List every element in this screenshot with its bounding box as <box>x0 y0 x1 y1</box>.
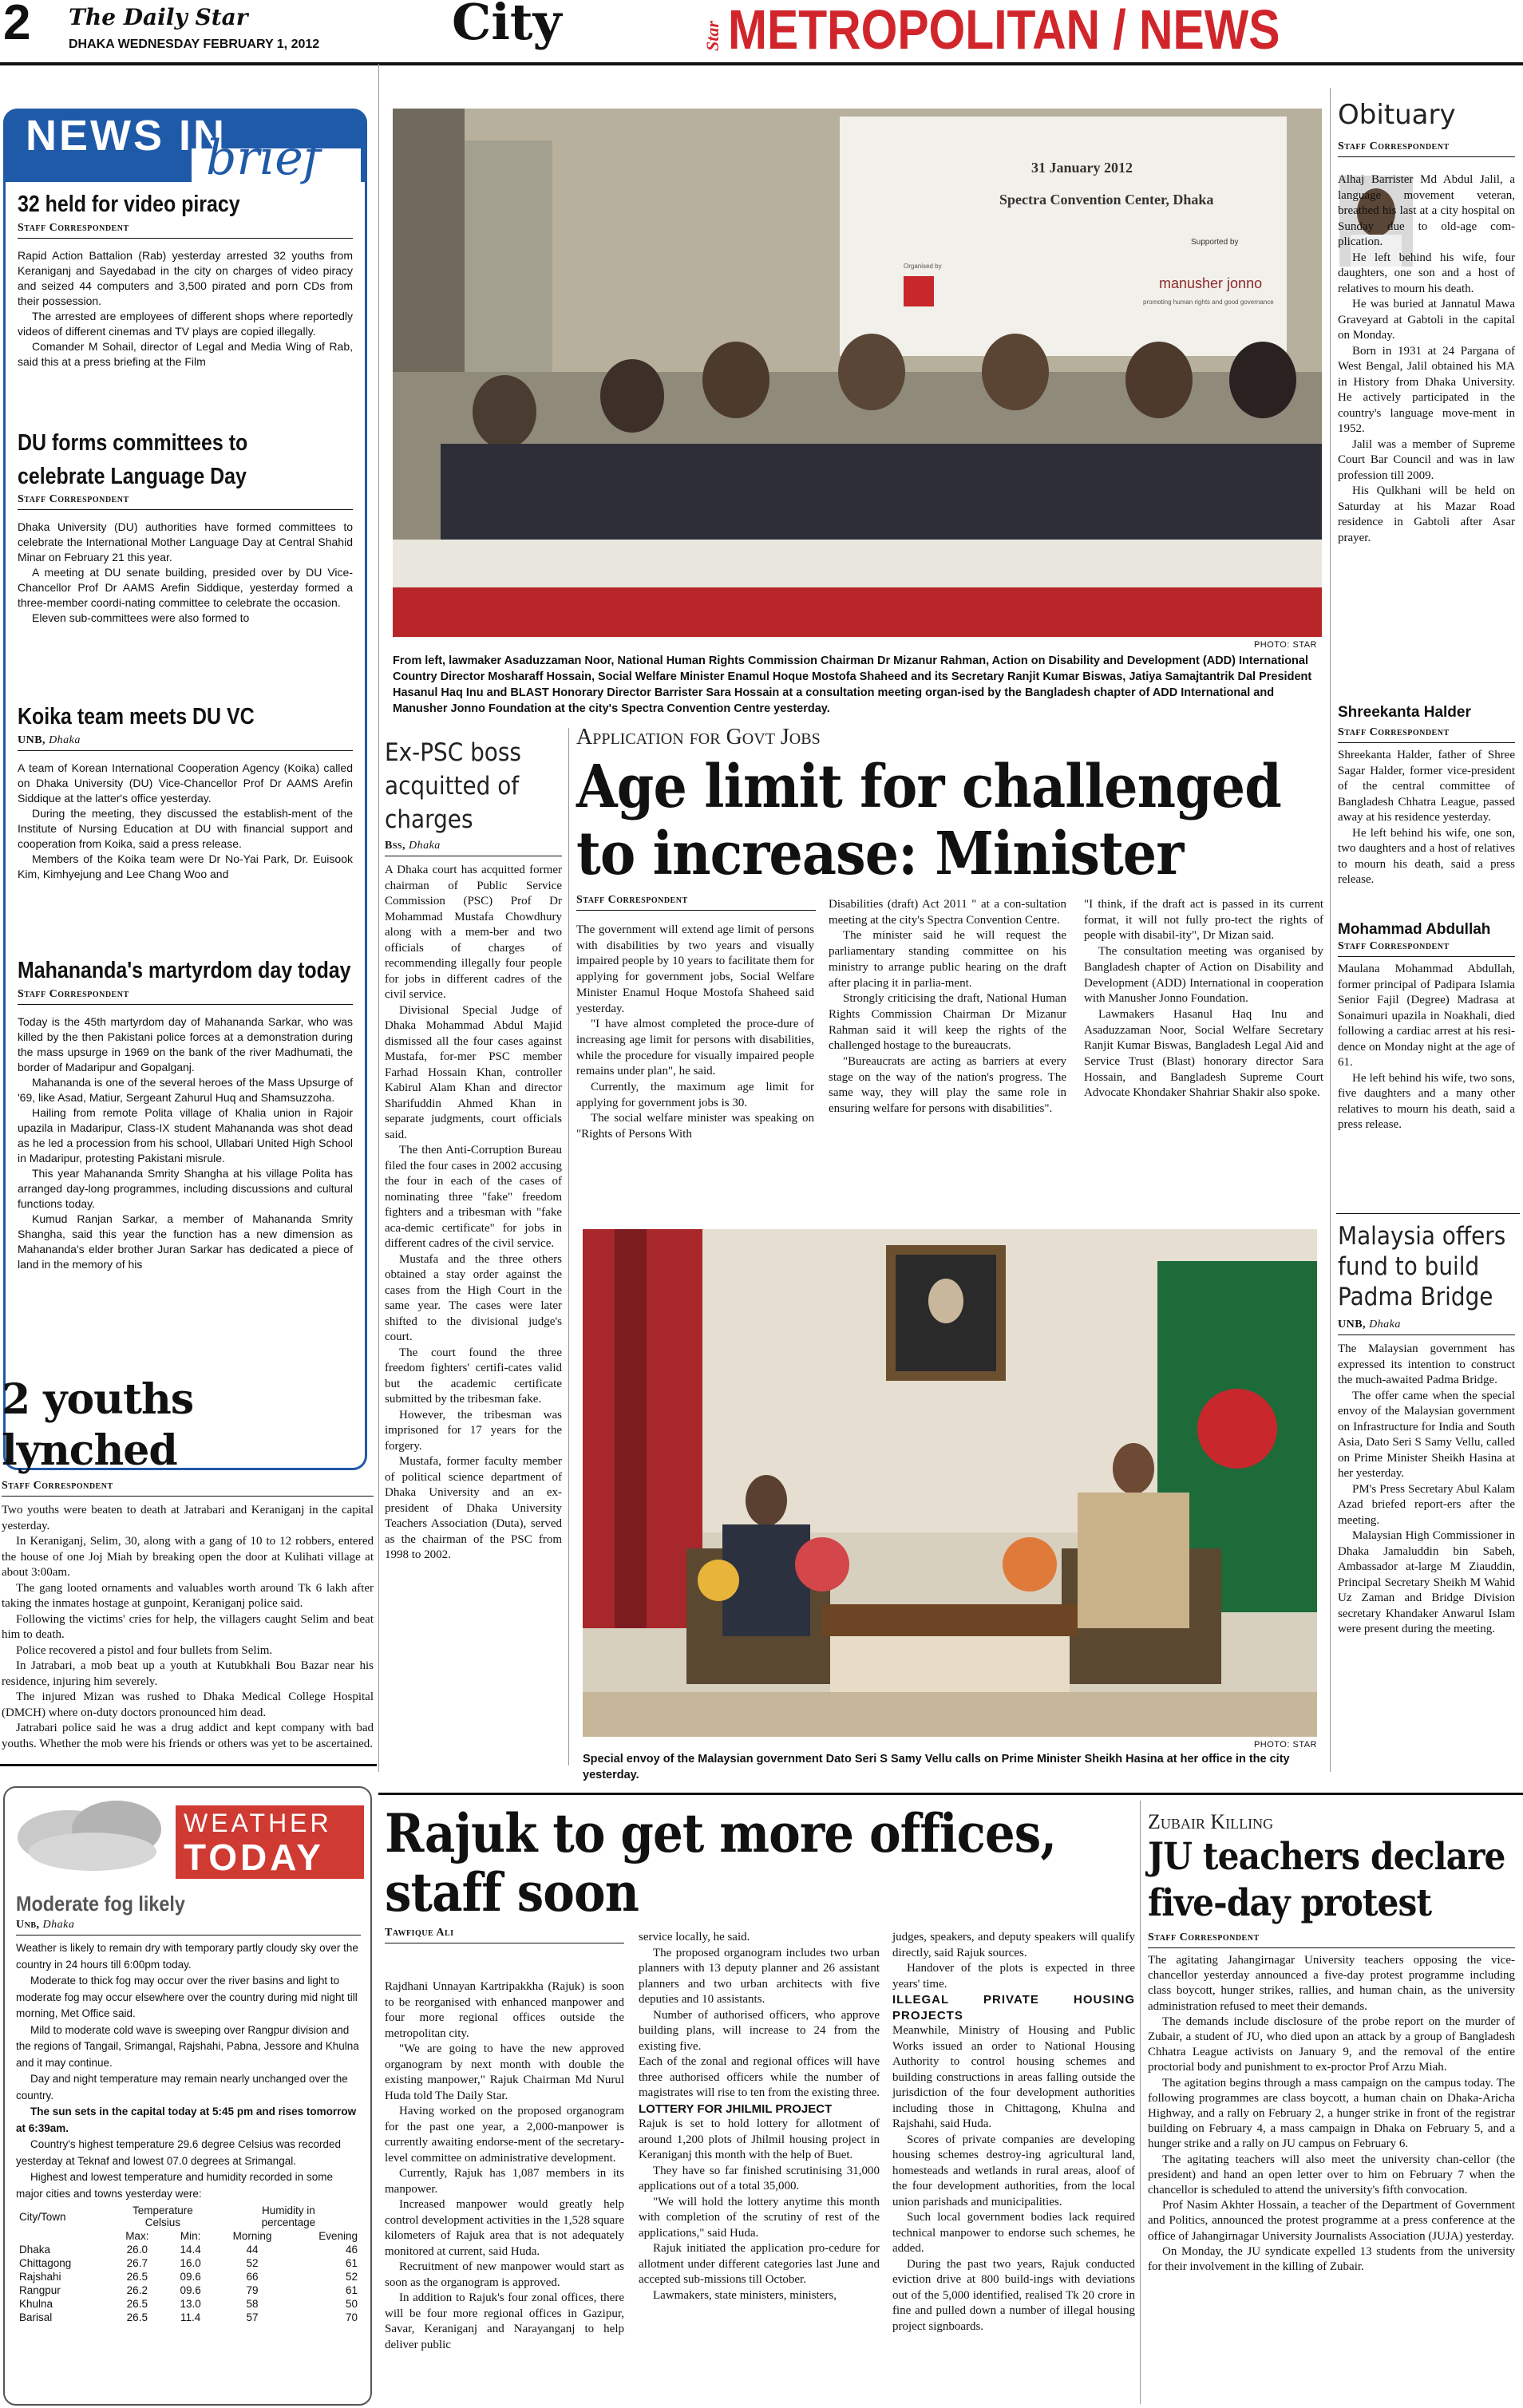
column-rule <box>1330 88 1331 1772</box>
paragraph: Recruitment of new manpower would start as soon as the organogram is approved. <box>385 2260 624 2289</box>
table-row <box>16 2243 361 2256</box>
paragraph: Alhaj Barrister Md Abdul Jalil, a language movement veteran, breathed his last at a city hospital on Sunday due to old-age com-plication. <box>1338 173 1515 248</box>
brief-body <box>18 248 353 370</box>
brief-item-language-day <box>18 426 353 626</box>
subhead: ILLEGAL PRIVATE HOUSING PROJECTS <box>892 1993 1135 2022</box>
paragraph: He left behind his wife, one son, two daughters and a host of relatives to mourn his death, said a press release. <box>1338 826 1515 886</box>
byline <box>1338 1319 1515 1331</box>
byline-name: Staff Correspondent <box>18 222 129 234</box>
column-rule <box>1336 1213 1520 1214</box>
obituary-jalil-body <box>1338 172 1515 546</box>
column-header: Evening <box>318 2230 358 2242</box>
paragraph: He left behind his wife, two sons, five daughters and a many other relatives to mourn his death, said a press release. <box>1338 1071 1515 1131</box>
table-cell: 44 <box>246 2244 259 2256</box>
table-row <box>16 2297 361 2311</box>
paragraph: service locally, he said. <box>639 1931 750 1943</box>
paragraph: Handover of the plots is expected in three years' time. <box>892 1962 1135 1991</box>
column-header: City/Town <box>19 2210 66 2223</box>
table-cell: Chittagong <box>19 2257 72 2269</box>
table-cell: Dhaka <box>19 2244 51 2256</box>
paragraph: Mustafa, former faculty member of political science department of Dhaka University and an ex-president of Dhaka University Teachers Association (Duta), served as the chairman of the PSC from 1998 to 2002. <box>385 1455 562 1561</box>
banner-organised: Organised by <box>904 263 942 270</box>
paragraph: Today is the 45th martyrdom day of Mahananda Sarkar, who was killed by the then Pakistani police forces at a demonstration during the mass upsurge in 1969 on the bank of the river Madhumati, the border of Madaripur and Gopalganj. <box>18 1015 353 1074</box>
paragraph: Malaysian High Commissioner in Dhaka Jamaluddin bin Sabeh, Ambassador at-large M Ziauddin, Principal Secretary Sheikh M Wahid Uz Zaman and Bridge Division secretary Khandaker Anwarul Islam were present during the meeting. <box>1338 1529 1515 1635</box>
headline: 2 youths lynched <box>2 1375 194 1475</box>
paragraph: A Dhaka court has acquitted former chairman of Public Service Commission (PSC) Prof Dr Mohammad Mustafa Chowdhury along with a mem-ber and two officials of charges of recommending illegally four people for jobs in different cadres of the civil service. <box>385 864 562 1001</box>
divider <box>1338 956 1515 957</box>
article-body <box>385 863 562 1564</box>
byline <box>16 1919 361 1932</box>
paragraph: The minister said he will request the parliamentary standing committee on his ministry to arrange public hearing on the draft after placing it in parlia-ment. <box>829 929 1066 990</box>
headline: Moderate fog likely <box>16 1892 185 1916</box>
paragraph: His Qulkhani will be held on Saturday at his Mazar Road residence in Gabtoli after Asar prayer. <box>1338 484 1515 544</box>
brief-byline <box>18 493 353 506</box>
brief-item-mahananda <box>18 955 353 1272</box>
table-cell: 57 <box>246 2311 259 2323</box>
article-ex-psc <box>385 736 562 1564</box>
paragraph: In addition to Rajuk's four zonal offices, there will be four more regional offices in Gazipur, Savar, Keraniganj and Narayanganj to help deliver public <box>385 2291 624 2351</box>
headline-line-1: Rajuk to get more offices, <box>385 1802 1057 1864</box>
envoy-photo-image <box>583 1229 1317 1737</box>
paragraph: "Bureaucrats are acting as barriers at every stage on the way of the nation's progress. The same way, they will play the same role in ensuring welfare for persons with disabilities". <box>829 1055 1066 1116</box>
brief-item-video-piracy <box>18 188 353 370</box>
obituary-section <box>1338 99 1515 162</box>
paragraph: Meanwhile, Ministry of Housing and Public Works issued an order to National Housing Authority to control housing schemes and building constructions in areas falling outside the jurisdiction of the four development authorities including those in Chittagong, Khulna and Rajshahi, said Huda. <box>892 2024 1135 2130</box>
paragraph: He was buried at Jannatul Mawa Graveyard at Gabtoli in the capital on Monday. <box>1338 298 1515 342</box>
divider <box>18 1004 353 1005</box>
headline-line-1: Age limit for challenged <box>576 753 1281 821</box>
table-cell: 50 <box>345 2298 358 2310</box>
paragraph: In Keraniganj, Selim, 30, along with a gang of 10 to 12 robbers, entered the house of one Joj Miah by breaking open the door at Kulihati village at about 3:00am. <box>2 1535 374 1579</box>
paragraph: Rajuk initiated the application pro-cedure for allotment under different categories last June and accepted sub-missions till October. <box>639 2242 880 2286</box>
paragraph: PM's Press Secretary Abul Kalam Azad briefed report-ers after the meeting. <box>1338 1482 1515 1527</box>
paragraph: Dhaka University (DU) authorities have formed committees to celebrate the International Mother Language Day at Central Shahid Minar on February 21 this year. <box>18 520 353 563</box>
paragraph: The court found the three freedom fighters' certifi-cates valid but the academic certificate submitted by the tribesman fake. <box>385 1346 562 1406</box>
table-cell: 26.0 <box>126 2244 148 2256</box>
paragraph: Hailing from remote Polita village of Khalia union in Rajoir upazila in Madaripur, Class-IX student Mahananda was shot dead as he led a procession from his school, Ullabari United High School in Madaripur, protesting Pakistani misrule. <box>18 1106 353 1164</box>
obituary-title: Obituary <box>1338 99 1456 131</box>
table-cell: 46 <box>345 2244 358 2256</box>
article-body <box>1148 1953 1515 2275</box>
byline-name: Staff Correspondent <box>18 988 129 1000</box>
table-cell: 79 <box>246 2284 259 2296</box>
paragraph: The then Anti-Corruption Bureau filed the four cases in 2002 accusing the four in each of the cases of nominating three "fake" freedom fighters and a tribesman with "fake aca-demic certificate" for jobs in different cadres of the civil service. <box>385 1144 562 1250</box>
paper-name: The Daily Star <box>69 4 248 30</box>
photo-caption: From left, lawmaker Asaduzzaman Noor, National Human Rights Commission Chairman Dr Mizanur Rahman, Action on Disability and Development (ADD) International Country Director Mosharaff Hossain, Social Welfare Minister Enamul Hoque Mostofa Shaheed and its Secretary Ranjit Kumar Biswas, Jatiya Samajtantrik Dal President Hasanul Haq Inu and BLAST Honorary Director Barrister Sara Hossain at a consultation meeting organ-ised by the Bangladesh chapter of ADD International and Manusher Jonno Foundation at the city's Spectra Convention Centre yesterday. <box>393 654 1312 715</box>
byline: Staff Correspondent <box>576 894 688 906</box>
table-row <box>16 2256 361 2270</box>
dateline: DHAKA WEDNESDAY FEBRUARY 1, 2012 <box>69 38 320 51</box>
byline-name: UNB, <box>18 734 46 746</box>
obituary-body <box>1338 748 1515 888</box>
paragraph: The gang looted ornaments and valuables worth around Tk 6 lakh after taking the inmates hostage at gunpoint, Keraniganj police said. <box>2 1581 374 1610</box>
byline-source: Dhaka <box>49 734 81 746</box>
paragraph: Mahananda is one of the several heroes of the Mass Upsurge of '69, like Asad, Matiur, Sergeant Zahurul Huq and Shamsuzzoha. <box>18 1076 353 1104</box>
paragraph: Day and night temperature may remain nearly unchanged over the country. <box>16 2073 348 2102</box>
table-cell: 26.5 <box>126 2311 148 2323</box>
table-cell: 26.7 <box>126 2257 148 2269</box>
column-rule <box>1140 1801 1141 2404</box>
article-ju-teachers <box>1148 1810 1515 2275</box>
paragraph: "We will hold the lottery anytime this month with completion of the scrutiny of rest of the applications," said Huda. <box>639 2195 880 2240</box>
paragraph: The agitating teachers will also meet the university chan-cellor (the president) and hand an open letter over to him on February 7 when the chancellor is scheduled to attend the university's fifth convocation. <box>1148 2153 1515 2197</box>
page-number: 2 <box>3 0 31 50</box>
paragraph: In Jatrabari, a mob beat up a youth at Kutubkhali Bou Bazar near his residence, injuring him severely. <box>2 1659 374 1688</box>
divider <box>2 1496 374 1497</box>
table-cell: Rajshahi <box>19 2271 61 2283</box>
paragraph: Jalil was a member of Supreme Court Bar Council and was in law profession till 2009. <box>1338 437 1515 482</box>
paragraph: Rajdhani Unnayan Kartripakkha (Rajuk) is soon to be reorganised with enhanced manpower and four more regional offices outside the metropolitan city. <box>385 1980 624 2040</box>
paragraph: "We are going to have the new approved organogram by next month with double the existing manpower," Rajuk Chairman Md Nurul Huda told The Daily Star. <box>385 2042 624 2102</box>
article-malaysia <box>1338 1221 1515 1638</box>
brief-body <box>18 1014 353 1272</box>
weather-table <box>16 2204 361 2324</box>
divider <box>1338 1334 1515 1335</box>
byline: Staff Correspondent <box>1338 726 1450 738</box>
column-header <box>16 2229 109 2243</box>
paragraph: Mild to moderate cold wave is sweeping over Rangpur division and the regions of Tangail, Srimangal, Rajshahi, Pabna, Jessore and Khulna and it may continue. <box>16 2023 359 2069</box>
paragraph: "I think, if the draft act is passed in its current format, it will not fully pro-tect the rights of people with disabil-ity", Dr Mizan said. <box>1084 898 1323 943</box>
paragraph: On Monday, the JU syndicate expelled 13 students from the university for their involvement in the killing of Zubair. <box>1148 2244 1515 2274</box>
paragraph: The agitating Jahangirnagar University teachers opposing the vice-chancellor yesterday announced a five-day protest programme including class boycott, hunger strikes, rallies, and human chain, as the university administration refused to meet their demands. <box>1148 1954 1515 2013</box>
banner-venue: Spectra Convention Center, Dhaka <box>999 192 1214 208</box>
table-row <box>16 2311 361 2324</box>
paragraph: The injured Mizan was rushed to Dhaka Medical College Hospital (DMCH) where on-duty doctors pronounced him dead. <box>2 1690 374 1719</box>
divider <box>576 910 816 911</box>
paragraph: He left behind his wife, four daughters, one son and a host of relatives to mourn his death. <box>1338 251 1515 295</box>
kicker: Zubair Killing <box>1148 1810 1274 1833</box>
paragraph: Such local government bodies lack required technical manpower to endorse such schemes, he added. <box>892 2211 1135 2255</box>
column-header <box>109 2204 216 2229</box>
headline: Ex-PSC boss acquitted of charges <box>385 738 521 834</box>
star-logo-icon <box>701 3 725 54</box>
article-body <box>2 1503 374 1752</box>
byline-name: Staff Correspondent <box>18 493 129 505</box>
weather-article <box>16 1890 361 2324</box>
column-header: Morning <box>232 2230 272 2242</box>
weather-body <box>16 1940 361 2202</box>
paragraph: Currently, Rajuk has 1,087 members in its manpower. <box>385 2167 624 2196</box>
news-in-label: NEWS IN <box>26 112 227 160</box>
paragraph: A team of Korean International Cooperation Agency (Koika) called on Dhaka University (DU) Vice-Chancellor Prof Dr AAMS Arefin Siddique at the latter's office yesterday. <box>18 761 353 805</box>
paragraph: The proposed organogram includes two urban planners with 13 deputy planner and 26 assistant planners and two urban architects with five deputies and 10 assistants. <box>639 1946 880 2006</box>
obituary-body <box>1338 962 1515 1133</box>
subhead: LOTTERY FOR JHILMIL PROJECT <box>639 2102 833 2116</box>
column-header <box>216 2204 361 2229</box>
paragraph: Rajuk is set to hold lottery for allotment of around 1,200 plots of Jhilmil housing project in Keraniganj this month with the help of Buet. <box>639 2117 880 2161</box>
brief-headline: DU forms committees to celebrate Language Day <box>18 430 248 489</box>
section-rule <box>378 1793 1523 1795</box>
weather-label: WEATHER <box>184 1809 332 1837</box>
table-cell: 61 <box>345 2257 358 2269</box>
paragraph: Moderate to thick fog may occur over the river basins and light to moderate fog may occur elsewhere over the country during mid night till morning, Met Office said. <box>16 1975 358 2019</box>
paragraph: Shreekanta Halder, father of Shree Sagar Halder, former vice-president of the central committee of Bangladesh Chhatra League, passed away at his residence yesterday. <box>1338 749 1515 824</box>
table-row <box>16 2270 361 2283</box>
paragraph: Country's highest temperature 29.6 degree Celsius was recorded yesterday at Teknaf and lowest 07.0 degrees at Srimangal. <box>16 2138 342 2167</box>
article-lynched <box>2 1374 374 1752</box>
table-cell: 13.0 <box>180 2298 201 2310</box>
envoy-meeting-photo <box>583 1229 1317 1737</box>
svg-text:Star: Star <box>702 21 722 51</box>
paragraph: A meeting at DU senate building, presided over by DU Vice- Chancellor Prof Dr AAMS Arefin Siddique, yesterday formed a three-member coordi-nating committee to celebrate the occasion. <box>18 566 353 609</box>
paragraph: However, the tribesman was imprisoned for 17 years for the forgery. <box>385 1408 562 1453</box>
paragraph: The offer came when the special envoy of the Malaysian government on Infrastructure for India and South Asia, Dato Seri S Samy Vellu, called on Prime Minister Sheikh Hasina at her yesterday. <box>1338 1389 1515 1480</box>
byline: Tawfique Ali <box>385 1927 454 1939</box>
banner-supported: Supported by <box>1191 238 1239 247</box>
kicker: Application for Govt Jobs <box>576 725 821 749</box>
paragraph: Jatrabari police said he was a drug addict and kept company with bad youths. Whether the mob were his friends or others was yet to be ascertained. <box>2 1722 374 1750</box>
divider <box>18 238 353 239</box>
table-cell: 26.2 <box>126 2284 148 2296</box>
section-name: City <box>452 0 562 51</box>
table-cell: 70 <box>345 2311 358 2323</box>
table-cell: 66 <box>246 2271 259 2283</box>
paragraph: "I have almost completed the proce-dure of increasing age limit for persons with disabilities, while the procedure for visually impaired people remains under plan", he said. <box>576 1018 814 1078</box>
paragraph: Lawmakers Hasanul Haq Inu and Asaduzzaman Noor, Social Welfare Secretary Ranjit Kumar Biswas, Bangladesh Legal Aid and Service Trust (Blast) honorary director Sara Hossain, and Bangladesh Supreme Court Advocate Khondaker Shahriar Shakir also spoke. <box>1084 1007 1323 1100</box>
photo-caption: Special envoy of the Malaysian government Dato Seri S Samy Vellu calls on Prime Minister Sheikh Hasina at her office in the city yesterday. <box>583 1753 1290 1781</box>
paragraph: Strongly criticising the draft, National Human Rights Commission Chairman Dr Mizanur Rahman said it will keep the rights of the challenged hostage to the bureaucrats. <box>829 992 1066 1053</box>
paragraph: The demands include disclosure of the probe report on the murder of Zubair, a student of JU, who died upon an attack by a group of Bangladesh Chhatra League activists on January 9, and the removal of the entire proctorial body and punishment to ex-proctor Prof Arzu Miah. <box>1148 2015 1515 2074</box>
meeting-photo-image <box>393 109 1322 637</box>
paragraph: During the past two years, Rajuk conducted eviction drive at 800 build-ings with deviations out of the 5,000 identified, realised Tk 20 crore in fine and pulled down a number of illegal housing project signboards. <box>892 2257 1135 2333</box>
divider <box>1338 156 1515 157</box>
paragraph: Scores of private companies are developing housing schemes destroy-ing agricultural land, homesteads and wetlands in rural areas, aloof of the four development authorities, from the local union parishads and municipalities. <box>892 2133 1135 2208</box>
table-cell: Rangpur <box>19 2284 61 2296</box>
table-cell: 16.0 <box>180 2257 201 2269</box>
age-limit-col-1 <box>576 923 814 1143</box>
header-humidity: Humidity in <box>261 2204 315 2216</box>
sun-times: The sun sets in the capital today at 5:45 pm and rises tomorrow at 6:39am. <box>16 2106 357 2134</box>
headline-line-2: to increase: Minister <box>576 820 1184 888</box>
age-limit-col-3 <box>1084 897 1323 1101</box>
masthead-rule <box>0 62 1523 65</box>
byline: Staff Correspondent <box>1338 140 1450 152</box>
paragraph: Two youths were beaten to death at Jatrabari and Keraniganj in the capital yesterday. <box>2 1504 374 1532</box>
table-cell: Barisal <box>19 2311 53 2323</box>
table-cell: 26.5 <box>126 2298 148 2310</box>
divider <box>18 750 353 751</box>
paragraph: The Malaysian government has expressed its intention to construct the much-awaited Padma Bridge. <box>1338 1342 1515 1386</box>
byline-name: Unb, <box>16 1919 40 1931</box>
divider <box>1338 742 1515 743</box>
banner-org: manusher jonno <box>1159 275 1263 291</box>
column-header: Min: <box>180 2230 201 2242</box>
banner-tag: promoting human rights and good governance <box>1143 299 1274 306</box>
column-rule <box>378 64 379 1772</box>
brief-headline: Koika team meets DU VC <box>18 704 255 730</box>
paragraph: The consultation meeting was organised by Bangladesh chapter of Action on Disability and Development (ADD) International in cooperation with Manusher Jonno Foundation. <box>1084 945 1323 1006</box>
article-age-limit <box>576 725 1327 915</box>
paragraph: Having worked on the proposed organogram for the past one year, a 2,000-manpower is currently awaiting endorse-ment of the secretary-level committee on administrative development. <box>385 2105 624 2165</box>
brief-byline <box>18 988 353 1001</box>
age-limit-col-2 <box>829 897 1066 1117</box>
paragraph: Members of the Koika team were Dr No-Yai Park, Dr. Euisook Kim, Kimhyejung and Lee Chang Woo and <box>18 852 353 880</box>
paragraph: Disabilities (draft) Act 2011 " at a con-sultation meeting at the city's Spectra Convention Centre. <box>829 898 1066 927</box>
brief-label: brief <box>206 130 321 186</box>
article-body <box>1338 1342 1515 1638</box>
section-banner: METROPOLITAN / NEWS <box>728 0 1280 61</box>
star-logo <box>701 3 725 54</box>
header-percentage: percentage <box>261 2216 316 2228</box>
header-celsius: Celsius <box>144 2216 180 2228</box>
paragraph: The government will extend age limit of persons with disabilities by two years and visually impaired people by 10 years to facilitate them for applying for government jobs, Social Welfare Minister Enamul Hoque Mostofa Shaheed said yesterday. <box>576 923 814 1015</box>
paragraph: Maulana Mohammad Abdullah, former principal of Padipara Islamia Senior Fajil (Degree) Madrasa at Sonaimuri upazila in Noakhali, died following a cardiac arrest at his resi-dence on Monday night at the age of 61. <box>1338 963 1515 1069</box>
divider <box>1148 1947 1515 1948</box>
today-label: TODAY <box>184 1837 324 1878</box>
rajuk-col-1 <box>385 1979 624 2353</box>
paragraph: This year Mahananda Smrity Shangha at his village Polita has arranged day-long programmes, including discussions and cultural functions today. <box>18 1167 353 1210</box>
brief-headline: Mahananda's martyrdom day today <box>18 958 351 983</box>
byline <box>385 840 562 852</box>
table-header-row <box>16 2204 361 2229</box>
table-row <box>16 2283 361 2297</box>
byline-name: UNB, <box>1338 1319 1367 1331</box>
paragraph: The social welfare minister was speaking on "Rights of Persons With <box>576 1112 814 1141</box>
article-rajuk <box>385 1804 1135 1948</box>
obituary-halder <box>1338 702 1515 888</box>
paragraph: Kumud Ranjan Sarkar, a member of Mahananda Smrity Shangha, said this year the function has a new dimension as Mahananda's elder brother Juran Sarkar has dedicated a piece of land in the memory of his <box>18 1212 353 1271</box>
headline-line-2: five-day protest <box>1148 1881 1432 1925</box>
table-cell: 09.6 <box>180 2271 201 2283</box>
photo-credit: PHOTO: STAR <box>1253 640 1317 650</box>
paragraph: Weather is likely to remain dry with temporary partly cloudy sky over the country in 24 hours till 6:00pm today. <box>16 1942 358 1971</box>
paragraph: Mustafa and the three others obtained a stay order against the cases from the High Court in the same year. The cases were later shifted to the divisional judge's court. <box>385 1252 562 1343</box>
header-temperature: Temperature <box>132 2204 193 2216</box>
paragraph: Rapid Action Battalion (Rab) yesterday arrested 32 youths from Keraniganj and Sayedabad in the city on charges of video piracy and seized 44 computers and 3,500 pirated and porn CDs from their possession. <box>18 249 353 307</box>
table-cell: Khulna <box>19 2298 53 2310</box>
table-cell: 52 <box>246 2257 259 2269</box>
table-cell: 26.5 <box>126 2271 148 2283</box>
brief-headline: 32 held for video piracy <box>18 192 240 217</box>
paragraph: Highest and lowest temperature and humidity recorded in some major cities and towns yesterday were: <box>16 2171 333 2200</box>
paragraph: Divisional Special Judge of Dhaka Mohammad Abdul Majid dismissed all the four cases against Mustafa, for-mer PSC member Farhad Hossain Khan, controller Kabirul Alam Khan and director Sharifuddin Ahmed Khan in separate judgments, court officials said. <box>385 1003 562 1141</box>
paragraph: They have so far finished scrutinising 31,000 applications out of a total 35,000. <box>639 2164 880 2193</box>
table-cell: 09.6 <box>180 2284 201 2296</box>
paragraph: Prof Nasim Akhter Hossain, a teacher of the Department of Government and Politics, announced the protest programme at a press conference at the office of Jahangirnagar University Journalists Association (JUJA) yesterday. <box>1148 2199 1515 2243</box>
paragraph: Comander M Sohail, director of Legal and Media Wing of Rab, said this at a press briefing at the Film <box>18 340 353 368</box>
brief-item-koika <box>18 701 353 882</box>
brief-byline <box>18 222 353 235</box>
byline: Staff Correspondent <box>1148 1932 1260 1943</box>
obituary-abdullah <box>1338 919 1515 1133</box>
paragraph: Born in 1931 at 24 Pargana of West Bengal, Jalil obtained his MA in History from Dhaka University. He actively participated in the country's language move-ment in 1952. <box>1338 344 1515 435</box>
table-subheader-row <box>16 2229 361 2243</box>
obituary-name: Shreekanta Halder <box>1338 704 1471 721</box>
consultation-meeting-photo <box>393 109 1322 637</box>
column-rule <box>0 1764 377 1766</box>
brief-body <box>18 520 353 626</box>
paragraph: Each of the zonal and regional offices will have three authorised officers while the number of magistrates will rise to ten from the existing three. <box>639 2055 880 2099</box>
column-header: Max: <box>125 2230 149 2242</box>
byline-source: Dhaka <box>408 840 441 852</box>
paragraph: During the meeting, they discussed the establish-ment of the Institute of Nursing Education at DU with financial support and cooperation from Koika, said a press release. <box>18 807 353 850</box>
paragraph: Following the victims' cries for help, the villagers caught Selim and beat him to death. <box>2 1612 374 1641</box>
byline-name: Bss, <box>385 840 405 852</box>
byline-source: Dhaka <box>1369 1319 1401 1331</box>
table-cell: 14.4 <box>180 2244 201 2256</box>
paragraph: judges, speakers, and deputy speakers will qualify directly, said Rajuk sources. <box>892 1931 1135 1959</box>
byline: Staff Correspondent <box>1338 940 1450 952</box>
headline-line-2: staff soon <box>385 1861 639 1924</box>
table-cell: 52 <box>345 2271 358 2283</box>
column-rule <box>568 728 569 1765</box>
paragraph: Currently, the maximum age limit for applying for government jobs is 30. <box>576 1081 814 1109</box>
paragraph: The arrested are employees of different shops where reportedly videos of different cinemas and TV plays are copied illegally. <box>18 310 353 338</box>
paragraph: The agitation begins through a mass campaign on the campus today. The following programmes are class boycott, a human chain on Dhaka-Aricha Highway, and a rally on February 2, a hunger strike in front of the registrar building on February 4, a mass campaign in Dhaka on February 5, and a hunger strike and a rally on JU campus on February 6. <box>1148 2076 1515 2151</box>
headline: Malaysia offers fund to build Padma Bridge <box>1338 1222 1506 1311</box>
paragraph: Increased manpower would greatly help control development activities in the 1,528 square kilometers of Rajuk area that is not adequately monitored at current, said Huda. <box>385 2198 624 2258</box>
brief-byline <box>18 734 353 747</box>
photo-credit: PHOTO: STAR <box>1253 1740 1317 1750</box>
divider <box>18 509 353 510</box>
rajuk-col-3 <box>892 1930 1135 2335</box>
headline-line-1: JU teachers declare <box>1148 1835 1505 1879</box>
table-cell: 58 <box>246 2298 259 2310</box>
table-cell: 61 <box>345 2284 358 2296</box>
masthead <box>0 0 1523 64</box>
paragraph: Police recovered a pistol and four bullets from Selim. <box>16 1643 273 1657</box>
brief-body <box>18 761 353 882</box>
obituary-name: Mohammad Abdullah <box>1338 921 1491 938</box>
banner-date: 31 January 2012 <box>1031 160 1133 176</box>
paragraph: Eleven sub-committees were also formed to <box>32 611 250 624</box>
paragraph: Lawmakers, state ministers, ministers, <box>653 2288 837 2302</box>
paragraph: Number of authorised officers, who approve building plans, will increase to 24 from the existing five. <box>639 2008 880 2053</box>
rajuk-col-2 <box>639 1930 880 2303</box>
byline: Staff Correspondent <box>2 1480 113 1492</box>
byline-source: Dhaka <box>42 1919 75 1931</box>
table-cell: 11.4 <box>180 2311 201 2323</box>
